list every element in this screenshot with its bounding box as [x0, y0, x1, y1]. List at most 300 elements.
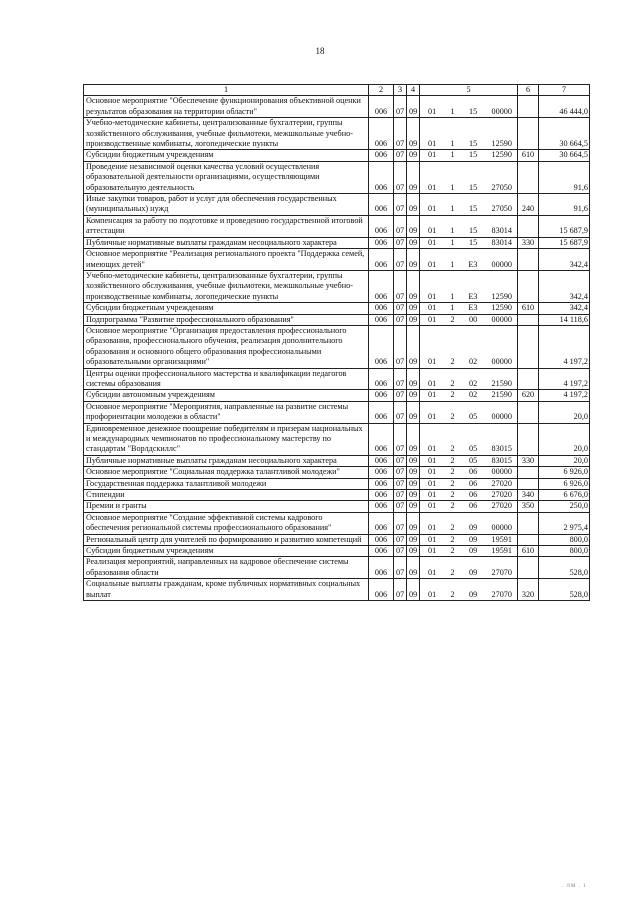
target-code-parts [422, 139, 515, 149]
row-subsection-code: 09 [407, 161, 420, 193]
row-target-code [420, 237, 518, 248]
target-code-part: 2 [450, 478, 455, 488]
target-code-part: 02 [468, 357, 478, 367]
target-code-part: 01 [428, 412, 437, 422]
row-name: Субсидии бюджетным учреждениям [84, 150, 369, 161]
row-target-code [420, 557, 518, 579]
target-code-part: 06 [468, 467, 478, 477]
target-code-part: 2 [450, 314, 455, 324]
target-code-parts [422, 315, 515, 325]
row-name: Социальные выплаты гражданам, кроме публичных нормативных социальных выплат [84, 579, 369, 601]
row-name: Основное мероприятие "Обеспечение функционирования объективной оценки результатов образования на территории области" [84, 96, 369, 118]
target-code-part: 01 [428, 106, 437, 116]
row-expense-type [518, 118, 539, 150]
target-code-part: 1 [450, 204, 455, 214]
target-code-parts [422, 204, 515, 214]
row-expense-type: 240 [518, 194, 539, 216]
target-code-part: 01 [428, 589, 437, 599]
row-target-code [420, 325, 518, 368]
row-section-code: 07 [394, 150, 407, 161]
target-code-part: 09 [468, 523, 478, 533]
table-row [84, 314, 590, 325]
row-amount: 342,4 [539, 249, 590, 271]
row-name: Основное мероприятие "Создание эффективной системы кадрового обеспечения региональной системы профессионального образования" [84, 512, 369, 534]
target-code-part: 01 [428, 534, 437, 544]
table-body [84, 96, 590, 601]
target-code-part: 01 [428, 259, 437, 269]
target-code-part: 12590 [491, 291, 512, 301]
row-name: Реализация мероприятий, направленных на кадровое обеспечение системы образования области [84, 557, 369, 579]
target-code-part: 00000 [491, 314, 512, 324]
target-code-part: 01 [428, 291, 437, 301]
header-col-2: 2 [369, 85, 394, 96]
row-section-code: 07 [394, 237, 407, 248]
row-target-code [420, 546, 518, 557]
row-expense-type: 320 [518, 579, 539, 601]
table-row [84, 512, 590, 534]
row-expense-type: 330 [518, 455, 539, 466]
header-row [84, 85, 590, 96]
target-code-part: 15 [468, 150, 478, 160]
table-row [84, 390, 590, 401]
row-amount: 91,6 [539, 161, 590, 193]
row-expense-type [518, 478, 539, 489]
row-amount: 20,0 [539, 423, 590, 455]
row-amount: 250,0 [539, 501, 590, 512]
target-code-parts [422, 535, 515, 545]
row-section-code: 07 [394, 270, 407, 302]
header-col-4: 4 [407, 85, 420, 96]
target-code-part: 2 [450, 546, 455, 556]
row-amount: 2 975,4 [539, 512, 590, 534]
row-amount: 15 687,9 [539, 237, 590, 248]
target-code-parts [422, 357, 515, 367]
target-code-part: 01 [428, 139, 437, 149]
target-code-part: 2 [450, 501, 455, 511]
target-code-part: 2 [450, 412, 455, 422]
row-expense-type: 350 [518, 501, 539, 512]
target-code-part: 27070 [491, 589, 512, 599]
table-row [84, 96, 590, 118]
target-code-part: 1 [450, 150, 455, 160]
target-code-part: 15 [468, 182, 478, 192]
target-code-part: 1 [450, 291, 455, 301]
table-row [84, 557, 590, 579]
row-name: Субсидии бюджетным учреждениям [84, 546, 369, 557]
target-code-part: 83015 [491, 444, 512, 454]
target-code-part: 15 [468, 226, 478, 236]
row-subsection-code: 09 [407, 478, 420, 489]
row-subsection-code: 09 [407, 423, 420, 455]
row-name: Иные закупки товаров, работ и услуг для обеспечения государственных (муниципальных) нужд [84, 194, 369, 216]
row-section-code: 07 [394, 546, 407, 557]
table-row [84, 368, 590, 390]
target-code-part: 01 [428, 204, 437, 214]
target-code-parts [422, 412, 515, 422]
row-expense-type [518, 423, 539, 455]
row-name: Основное мероприятие "Социальная поддержка талантливой молодежи" [84, 467, 369, 478]
row-ministry-code: 006 [369, 512, 394, 534]
row-name: Компенсация за работу по подготовке и проведению государственной итоговой аттестации [84, 215, 369, 237]
header-col-3: 3 [394, 85, 407, 96]
row-name: Основное мероприятие "Реализация регионального проекта "Поддержка семей, имеющих детей" [84, 249, 369, 271]
row-expense-type: 610 [518, 150, 539, 161]
row-ministry-code: 006 [369, 390, 394, 401]
table-row [84, 401, 590, 423]
row-ministry-code: 006 [369, 579, 394, 601]
row-name: Учебно-методические кабинеты, централизованные бухгалтерии, группы хозяйственного обслуживания, учебные фильмотеки, межшкольные учебно-производственные комбинаты, логопедические пункты [84, 118, 369, 150]
target-code-part: 2 [450, 444, 455, 454]
target-code-part: 2 [450, 390, 455, 400]
row-ministry-code: 006 [369, 161, 394, 193]
target-code-part: 01 [428, 314, 437, 324]
row-section-code: 07 [394, 534, 407, 545]
row-subsection-code: 09 [407, 368, 420, 390]
target-code-part: 06 [468, 478, 478, 488]
row-subsection-code: 09 [407, 390, 420, 401]
target-code-part: 09 [468, 546, 478, 556]
target-code-parts [422, 479, 515, 489]
row-section-code: 07 [394, 390, 407, 401]
target-code-part: 01 [428, 546, 437, 556]
row-target-code [420, 423, 518, 455]
target-code-part: 01 [428, 567, 437, 577]
target-code-part: 01 [428, 357, 437, 367]
row-subsection-code: 09 [407, 546, 420, 557]
row-ministry-code: 006 [369, 215, 394, 237]
page-number: 18 [315, 46, 325, 56]
row-subsection-code: 09 [407, 467, 420, 478]
table-row [84, 467, 590, 478]
budget-table [83, 84, 590, 601]
target-code-parts [422, 183, 515, 193]
target-code-part: 2 [450, 589, 455, 599]
row-section-code: 07 [394, 314, 407, 325]
row-amount: 528,0 [539, 557, 590, 579]
target-code-part: 01 [428, 303, 437, 313]
row-subsection-code: 09 [407, 401, 420, 423]
table-row [84, 490, 590, 501]
row-section-code: 07 [394, 401, 407, 423]
row-target-code [420, 249, 518, 271]
row-section-code: 07 [394, 96, 407, 118]
target-code-part: Е3 [468, 259, 478, 269]
row-ministry-code: 006 [369, 303, 394, 314]
row-expense-type [518, 270, 539, 302]
target-code-part: 2 [450, 467, 455, 477]
header-col-1: 1 [84, 85, 369, 96]
target-code-part: 19591 [491, 546, 512, 556]
row-section-code: 07 [394, 501, 407, 512]
row-name: Основное мероприятие "Мероприятия, направленные на развитие системы профориентации молодежи в области" [84, 401, 369, 423]
row-section-code: 07 [394, 579, 407, 601]
target-code-part: 02 [468, 378, 478, 388]
target-code-part: Е3 [468, 291, 478, 301]
row-section-code: 07 [394, 478, 407, 489]
table-row [84, 455, 590, 466]
row-ministry-code: 006 [369, 546, 394, 557]
row-subsection-code: 09 [407, 534, 420, 545]
row-name: Публичные нормативные выплаты гражданам несоциального характера [84, 237, 369, 248]
row-name: Проведение независимой оценки качества условий осуществления образовательной деятельности организациями, осуществляющими образовательную деятельность [84, 161, 369, 193]
target-code-part: 01 [428, 455, 437, 465]
row-target-code [420, 314, 518, 325]
table-row [84, 325, 590, 368]
target-code-part: 05 [468, 412, 478, 422]
target-code-part: 1 [450, 237, 455, 247]
row-expense-type: 330 [518, 237, 539, 248]
target-code-part: 01 [428, 378, 437, 388]
row-amount: 800,0 [539, 534, 590, 545]
row-target-code [420, 150, 518, 161]
row-target-code [420, 96, 518, 118]
target-code-parts [422, 467, 515, 477]
row-section-code: 07 [394, 161, 407, 193]
row-amount: 14 118,6 [539, 314, 590, 325]
row-amount: 4 197,2 [539, 368, 590, 390]
row-name: Основное мероприятие "Организация предоставления профессионального образования, профессионального обучения, реализация дополнительного образования и основного общего образования профессиональными образовательными организациями" [84, 325, 369, 368]
row-target-code [420, 534, 518, 545]
target-code-part: 2 [450, 534, 455, 544]
target-code-parts [422, 303, 515, 313]
target-code-part: 1 [450, 226, 455, 236]
row-subsection-code: 09 [407, 325, 420, 368]
target-code-part: 00000 [491, 467, 512, 477]
target-code-parts [422, 226, 515, 236]
target-code-parts [422, 292, 515, 302]
row-expense-type: 340 [518, 490, 539, 501]
row-subsection-code: 09 [407, 314, 420, 325]
row-section-code: 07 [394, 303, 407, 314]
row-ministry-code: 006 [369, 237, 394, 248]
row-subsection-code: 09 [407, 249, 420, 271]
table-row [84, 215, 590, 237]
row-amount: 6 926,0 [539, 467, 590, 478]
row-section-code: 07 [394, 512, 407, 534]
row-subsection-code: 09 [407, 194, 420, 216]
row-ministry-code: 006 [369, 194, 394, 216]
target-code-part: 15 [468, 106, 478, 116]
target-code-part: 06 [468, 501, 478, 511]
row-expense-type [518, 215, 539, 237]
row-name: Государственная поддержка талантливой молодежи [84, 478, 369, 489]
target-code-part: 2 [450, 357, 455, 367]
header-col-6: 6 [518, 85, 539, 96]
row-ministry-code: 006 [369, 325, 394, 368]
row-amount: 342,4 [539, 303, 590, 314]
row-name: Учебно-методические кабинеты, централизованные бухгалтерии, группы хозяйственного обслуживания, учебные фильмотеки, межшкольные учебно-производственные комбинаты, логопедические пункты [84, 270, 369, 302]
table-row [84, 579, 590, 601]
row-subsection-code: 09 [407, 96, 420, 118]
target-code-part: 06 [468, 490, 478, 500]
target-code-parts [422, 260, 515, 270]
target-code-part: 00000 [491, 259, 512, 269]
row-target-code [420, 579, 518, 601]
row-ministry-code: 006 [369, 270, 394, 302]
target-code-parts [422, 238, 515, 248]
row-target-code [420, 270, 518, 302]
row-subsection-code: 09 [407, 512, 420, 534]
table-row [84, 270, 590, 302]
row-target-code [420, 194, 518, 216]
row-target-code [420, 455, 518, 466]
row-subsection-code: 09 [407, 270, 420, 302]
row-target-code [420, 118, 518, 150]
row-expense-type [518, 96, 539, 118]
target-code-part: 19591 [491, 534, 512, 544]
target-code-part: 09 [468, 534, 478, 544]
target-code-part: 1 [450, 106, 455, 116]
target-code-parts [422, 568, 515, 578]
row-expense-type [518, 325, 539, 368]
row-target-code [420, 501, 518, 512]
row-target-code [420, 368, 518, 390]
row-subsection-code: 09 [407, 118, 420, 150]
row-amount: 91,6 [539, 194, 590, 216]
row-name: Премии и гранты [84, 501, 369, 512]
footer-mark: . ЛМ . 1 [562, 884, 587, 889]
row-name: Центры оценки профессионального мастерства и квалификации педагогов системы образования [84, 368, 369, 390]
target-code-part: 01 [428, 390, 437, 400]
target-code-part: 09 [468, 589, 478, 599]
row-name: Субсидии бюджетным учреждениям [84, 303, 369, 314]
target-code-part: 2 [450, 523, 455, 533]
row-subsection-code: 09 [407, 303, 420, 314]
row-ministry-code: 006 [369, 455, 394, 466]
target-code-part: 83014 [491, 226, 512, 236]
row-name: Публичные нормативные выплаты гражданам несоциального характера [84, 455, 369, 466]
target-code-part: 01 [428, 444, 437, 454]
row-expense-type [518, 161, 539, 193]
row-target-code [420, 478, 518, 489]
row-section-code: 07 [394, 455, 407, 466]
row-target-code [420, 161, 518, 193]
target-code-part: 1 [450, 182, 455, 192]
row-expense-type [518, 557, 539, 579]
row-section-code: 07 [394, 490, 407, 501]
row-target-code [420, 401, 518, 423]
target-code-part: 01 [428, 467, 437, 477]
row-amount: 30 664,5 [539, 118, 590, 150]
row-expense-type [518, 534, 539, 545]
row-subsection-code: 09 [407, 455, 420, 466]
row-amount: 800,0 [539, 546, 590, 557]
row-expense-type [518, 314, 539, 325]
target-code-part: Е3 [468, 303, 478, 313]
row-subsection-code: 09 [407, 579, 420, 601]
table-row [84, 194, 590, 216]
target-code-parts [422, 590, 515, 600]
row-amount: 30 664,5 [539, 150, 590, 161]
row-section-code: 07 [394, 557, 407, 579]
row-amount: 6 926,0 [539, 478, 590, 489]
target-code-part: 01 [428, 490, 437, 500]
target-code-part: 00000 [491, 357, 512, 367]
row-ministry-code: 006 [369, 557, 394, 579]
target-code-parts [422, 107, 515, 117]
target-code-part: 00000 [491, 523, 512, 533]
row-target-code [420, 512, 518, 534]
row-amount: 15 687,9 [539, 215, 590, 237]
target-code-parts [422, 390, 515, 400]
row-name: Стипендии [84, 490, 369, 501]
row-ministry-code: 006 [369, 314, 394, 325]
row-expense-type [518, 368, 539, 390]
row-ministry-code: 006 [369, 423, 394, 455]
target-code-part: 1 [450, 303, 455, 313]
table-row [84, 423, 590, 455]
target-code-parts [422, 444, 515, 454]
row-ministry-code: 006 [369, 478, 394, 489]
table-row [84, 249, 590, 271]
table-row [84, 237, 590, 248]
row-ministry-code: 006 [369, 368, 394, 390]
table-row [84, 150, 590, 161]
row-expense-type: 610 [518, 303, 539, 314]
target-code-part: 00000 [491, 106, 512, 116]
row-name: Региональный центр для учителей по формированию и развитию компетенций [84, 534, 369, 545]
row-subsection-code: 09 [407, 237, 420, 248]
row-section-code: 07 [394, 194, 407, 216]
row-target-code [420, 490, 518, 501]
target-code-part: 01 [428, 150, 437, 160]
target-code-parts [422, 501, 515, 511]
target-code-part: 83015 [491, 455, 512, 465]
target-code-parts [422, 490, 515, 500]
row-ministry-code: 006 [369, 118, 394, 150]
target-code-part: 83014 [491, 237, 512, 247]
row-amount: 20,0 [539, 455, 590, 466]
table-row [84, 303, 590, 314]
header-col-5: 5 [420, 85, 518, 96]
header-col-7: 7 [539, 85, 590, 96]
target-code-parts [422, 546, 515, 556]
table-row [84, 118, 590, 150]
target-code-part: 01 [428, 226, 437, 236]
row-section-code: 07 [394, 249, 407, 271]
target-code-part: 2 [450, 378, 455, 388]
target-code-part: 05 [468, 455, 478, 465]
row-ministry-code: 006 [369, 249, 394, 271]
row-ministry-code: 006 [369, 467, 394, 478]
target-code-part: 1 [450, 259, 455, 269]
target-code-part: 2 [450, 455, 455, 465]
row-section-code: 07 [394, 118, 407, 150]
target-code-part: 01 [428, 237, 437, 247]
row-target-code [420, 303, 518, 314]
row-target-code [420, 467, 518, 478]
row-name: Подпрограмма "Развитие профессионального образования" [84, 314, 369, 325]
table-row [84, 546, 590, 557]
target-code-part: 21590 [491, 390, 512, 400]
target-code-part: 00000 [491, 412, 512, 422]
row-expense-type: 610 [518, 546, 539, 557]
row-ministry-code: 006 [369, 490, 394, 501]
target-code-part: 05 [468, 444, 478, 454]
row-ministry-code: 006 [369, 150, 394, 161]
row-amount: 4 197,2 [539, 325, 590, 368]
target-code-part: 15 [468, 204, 478, 214]
target-code-part: 01 [428, 501, 437, 511]
target-code-part: 1 [450, 139, 455, 149]
target-code-part: 27020 [491, 501, 512, 511]
row-name: Единовременное денежное поощрение победителям и призерам национальных и международных чемпионатов по профессиональному мастерству по стандартам "Ворлдскиллс" [84, 423, 369, 455]
target-code-part: 27070 [491, 567, 512, 577]
target-code-parts [422, 379, 515, 389]
target-code-part: 2 [450, 490, 455, 500]
row-expense-type [518, 401, 539, 423]
target-code-part: 15 [468, 139, 478, 149]
